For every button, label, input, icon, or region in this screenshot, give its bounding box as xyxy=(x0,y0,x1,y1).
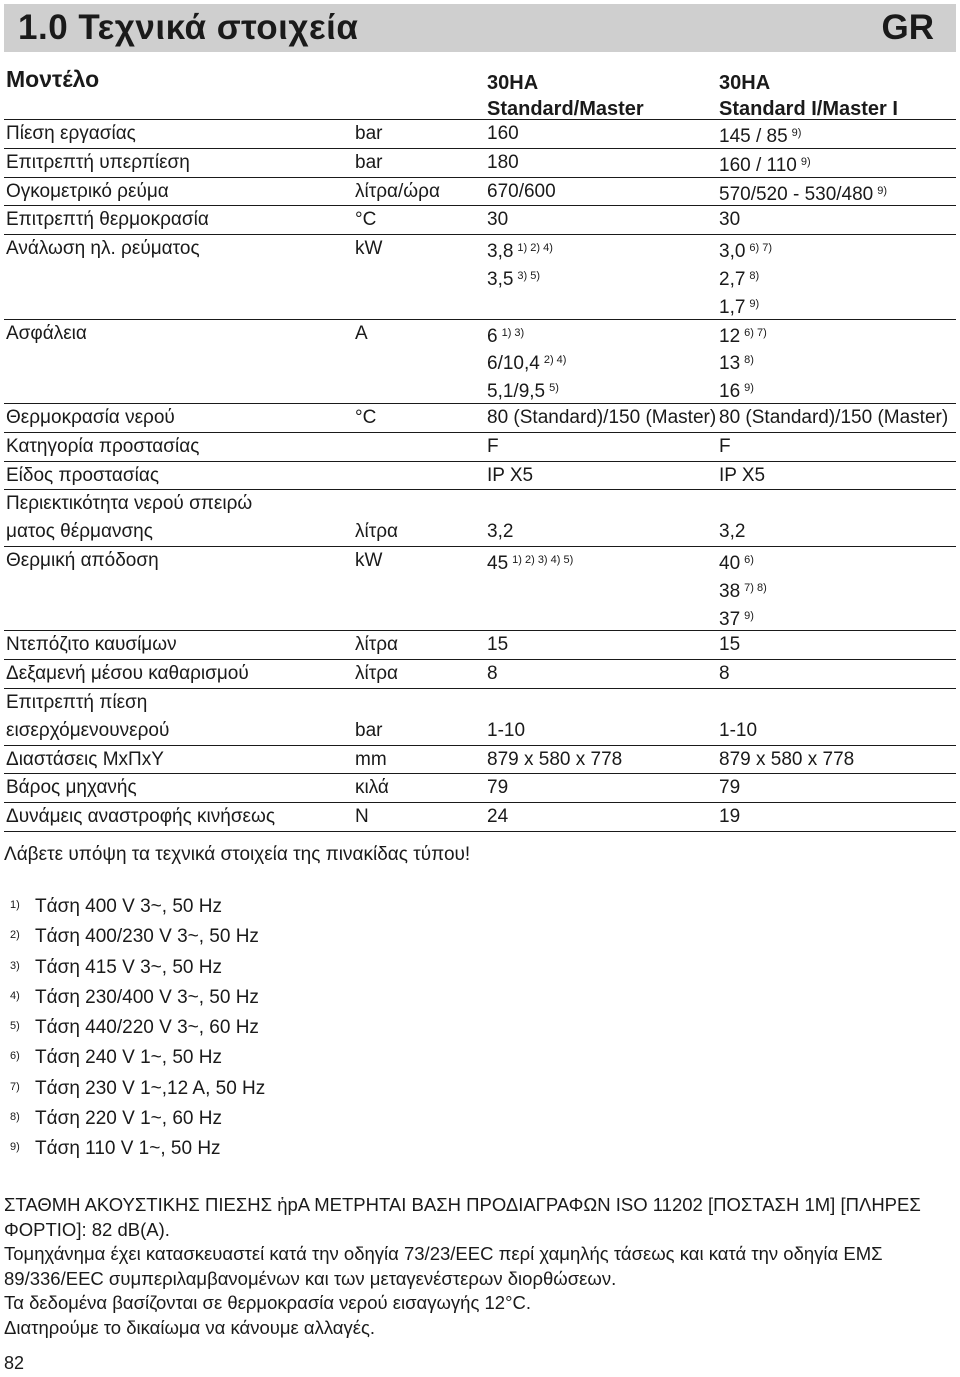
footnote-reference: 9) xyxy=(744,382,754,395)
notice-paragraph: ΣΤΑΘΜΗ ΑΚΟΥΣΤΙΚΗΣ ΠΙΕΣΗΣ ἡpA ΜΕΤΡΗΤΑΙ ΒΑΣΗ ΠΡΟΔΙΑΓΡΑΦΩΝ ISO 11202 [ΠΟΣΤΑΣΗ 1M] [ΠΛΗΡΕΣ ΦΟΡΤΙΟ]: 82 dB(A). xyxy=(4,1194,921,1240)
footnote-text: Tάση 240 V 1~, 50 Hz xyxy=(35,1047,222,1069)
footnote-text: Tάση 230 V 1~,12 A, 50 Hz xyxy=(35,1077,266,1099)
row-label: Ογκομετρικό ρεύμα xyxy=(6,180,169,202)
footnote-text: Tάση 415 V 3~, 50 Hz xyxy=(35,956,222,978)
footnote-text: Tάση 110 V 1~, 50 Hz xyxy=(35,1138,221,1160)
row-label: Θερμοκρασία νερού xyxy=(6,406,175,428)
row-label: Ντεπόζιτο καυσίμων xyxy=(6,634,177,656)
table-row xyxy=(4,404,956,433)
country-code: GR xyxy=(881,8,934,47)
footnote-reference: 9) xyxy=(877,184,888,197)
row-label: Επιτρεπτή πίεση xyxy=(6,691,148,713)
section-title: 1.0 Τεχνικά στοιχεία xyxy=(18,8,359,47)
row-label: Πίεση εργασίας xyxy=(6,123,136,144)
row-unit: bar xyxy=(355,123,383,144)
row-unit: °C xyxy=(355,406,377,428)
model-2-value: 37 $^{9)}$ xyxy=(719,608,754,630)
row-label: Θερμική απόδοση xyxy=(6,549,159,571)
footnote-number: 9) xyxy=(10,1141,20,1154)
row-label: Επιτρεπτή θερμοκρασία xyxy=(6,209,209,231)
compliance-notice xyxy=(4,1193,944,1340)
row-unit: A xyxy=(355,322,368,344)
model-2-value: 879 x 580 x 778 xyxy=(719,748,855,770)
row-label: ματος θέρμανσης xyxy=(6,521,153,543)
row-label: Κατηγορία προστασίας xyxy=(6,435,200,457)
row-label: Βάρος μηχανής xyxy=(6,777,137,799)
notice-paragraph: Διατηρούμε το δικαίωμα να κάνουμε αλλαγές. xyxy=(4,1316,376,1338)
table-row xyxy=(4,235,956,319)
footnote-text: Tάση 400/230 V 3~, 50 Hz xyxy=(35,926,259,948)
footnote-reference: 3) 5) xyxy=(517,269,541,282)
model-2-value: 2,7 $^{8)}$ xyxy=(719,268,760,290)
model-1-value: 79 xyxy=(487,777,509,799)
row-label: Δυνάμεις αναστροφής κινήσεως xyxy=(6,806,276,828)
row-unit: λίτρα xyxy=(355,521,399,543)
footnote-reference: 8) xyxy=(749,269,760,282)
table-row xyxy=(4,178,956,207)
page-number: 82 xyxy=(4,1353,25,1373)
row-unit: λίτρα xyxy=(355,663,399,685)
table-row xyxy=(4,660,956,689)
model-1-value: 15 xyxy=(487,634,509,656)
model-1-value: 8 xyxy=(487,663,498,685)
footnote-number: 6) xyxy=(10,1050,20,1063)
row-label: Επιτρεπτή υπερπίεση xyxy=(6,151,190,173)
footnote-number: 5) xyxy=(10,1020,20,1033)
row-label: Είδος προστασίας xyxy=(6,464,159,486)
model-2-value: 1-10 xyxy=(719,719,758,741)
table-row xyxy=(4,149,956,178)
model-1-value: 1-10 xyxy=(487,719,526,741)
model-2-variant: Standard I/Master I xyxy=(719,98,898,120)
model-2-value: 15 xyxy=(719,634,741,656)
technical-data-table xyxy=(4,64,956,832)
table-row xyxy=(4,547,956,631)
table-row xyxy=(4,433,956,462)
footnote-reference: 6) 7) xyxy=(749,242,773,255)
model-1-value: 3,5 $^{3) 5)}$ xyxy=(487,268,541,290)
rating-plate-note: Λάβετε υπόψη τα τεχνικά στοιχεία της πινακίδας τύπου! xyxy=(4,844,471,865)
model-2-value: 8 xyxy=(719,663,730,685)
model-2-value: 80 (Standard)/150 (Master) xyxy=(719,406,949,428)
model-1-value: IP X5 xyxy=(487,464,534,486)
model-1-value: 80 (Standard)/150 (Master) xyxy=(487,406,717,428)
table-row xyxy=(4,631,956,660)
footnote-number: 7) xyxy=(10,1080,20,1093)
row-label: Περιεκτικότητα νερού σπειρώ xyxy=(6,493,253,515)
model-1-value: 3,2 xyxy=(487,521,514,543)
model-1-value: F xyxy=(487,435,499,457)
footnote-text: Tάση 400 V 3~, 50 Hz xyxy=(35,896,222,917)
footnote-reference: 9) xyxy=(800,155,811,168)
model-2-name: 30HA xyxy=(719,72,771,94)
footnote-reference: 9) xyxy=(744,609,754,622)
table-row xyxy=(4,490,956,547)
model-1-value: 160 xyxy=(487,123,519,144)
table-body xyxy=(4,120,956,832)
footnote-text: Tάση 220 V 1~, 60 Hz xyxy=(35,1108,222,1130)
footnote-number: 2) xyxy=(10,929,20,942)
model-1-value: 30 xyxy=(487,209,509,231)
model-1-value: 6 $^{1) 3)}$ xyxy=(487,325,525,347)
model-2-value: 3,2 xyxy=(719,521,746,543)
model-2-value: 160 / 110 $^{9)}$ xyxy=(719,154,811,176)
model-header-row xyxy=(4,64,956,120)
footnote-reference: 7) 8) xyxy=(744,581,767,594)
model-2-value: 30 xyxy=(719,209,741,231)
row-unit: λίτρα/ώρα xyxy=(355,180,440,202)
footnote-number: 8) xyxy=(10,1111,20,1124)
model-1-value: 879 x 580 x 778 xyxy=(487,748,623,770)
model-2-value: 570/520 - 530/480 $^{9)}$ xyxy=(719,183,888,205)
footnote-reference: 1) 2) 3) 4) 5) xyxy=(512,553,574,566)
model-1-value: 180 xyxy=(487,151,519,173)
footnote-reference: 9) xyxy=(749,297,760,310)
footnote-reference: 1) 2) 4) xyxy=(517,242,553,255)
table-row xyxy=(4,120,956,149)
row-label: Ανάλωση ηλ. ρεύματος xyxy=(6,238,200,260)
model-1-name: 30HA xyxy=(487,72,539,94)
model-2-value: 79 xyxy=(719,777,741,799)
row-unit: bar xyxy=(355,719,383,741)
model-1-value: 670/600 xyxy=(487,180,556,202)
model-2-value: IP X5 xyxy=(719,464,766,486)
footnote-reference: 2) 4) xyxy=(543,354,567,367)
row-label: Ασφάλεια xyxy=(6,322,87,344)
model-label: Μοντέλο xyxy=(6,66,100,92)
row-unit: bar xyxy=(355,151,383,173)
footnote-text: Tάση 440/220 V 3~, 60 Hz xyxy=(35,1017,259,1039)
footnote-reference: 6) xyxy=(744,553,754,566)
table-row xyxy=(4,774,956,803)
model-1-value: 5,1/9,5 $^{5)}$ xyxy=(487,381,559,403)
row-unit: kW xyxy=(355,549,383,571)
table-row xyxy=(4,803,956,832)
model-2-value: 13 $^{8)}$ xyxy=(719,353,754,375)
table-row xyxy=(4,746,956,775)
footnote-text: Tάση 230/400 V 3~, 50 Hz xyxy=(35,986,259,1008)
row-label: Δεξαμενή μέσου καθαρισμού xyxy=(6,663,249,685)
table-row xyxy=(4,462,956,491)
table-row xyxy=(4,206,956,235)
footnote-reference: 6) 7) xyxy=(744,326,767,339)
footnote-number: 1) xyxy=(10,899,20,911)
row-unit: kW xyxy=(355,238,383,260)
table-row xyxy=(4,689,956,746)
footnote-reference: 1) 3) xyxy=(501,326,525,339)
model-2-value: 145 / 85 $^{9)}$ xyxy=(719,126,802,147)
footnote-number: 4) xyxy=(10,989,20,1002)
row-unit: κιλά xyxy=(355,777,389,799)
row-label: Διαστάσεις ΜxΠxΥ xyxy=(6,748,164,770)
footnote-number: 3) xyxy=(10,959,20,972)
row-unit: λίτρα xyxy=(355,634,399,656)
model-1-value: 24 xyxy=(487,806,509,828)
row-unit: N xyxy=(355,806,369,828)
row-label: εισερχόμενουνερού xyxy=(6,719,170,741)
model-2-value: 19 xyxy=(719,806,741,828)
footnote-reference: 9) xyxy=(791,127,802,139)
footnote-reference: 8) xyxy=(744,354,754,367)
model-2-value: 16 $^{9)}$ xyxy=(719,381,754,403)
footnote-reference: 5) xyxy=(549,382,559,395)
model-1-variant: Standard/Master xyxy=(487,98,644,120)
model-2-value: 40 $^{6)}$ xyxy=(719,552,754,574)
notice-paragraph: Τομηχάνημα έχει κατασκευαστεί κατά την οδηγία 73/23/EEC περί χαμηλής τάσεως και κατά την οδηγία ΕΜΣ 89/336/EEC συμπεριλαμβανομένων και των μεταγενέστερων διορθώσεων. xyxy=(4,1243,883,1289)
row-unit: °C xyxy=(355,209,377,231)
model-2-value: 38 $^{7) 8)}$ xyxy=(719,580,767,602)
model-2-value: 3,0 $^{6) 7)}$ xyxy=(719,241,773,263)
model-1-value: 3,8 $^{1) 2) 4)}$ xyxy=(487,241,553,263)
table-row xyxy=(4,320,956,404)
model-1-value: 45 $^{1) 2) 3) 4) 5)}$ xyxy=(487,552,574,574)
model-2-value: 1,7 $^{9)}$ xyxy=(719,296,760,318)
row-unit: mm xyxy=(355,748,387,770)
section-header xyxy=(4,4,956,52)
notice-paragraph: Τα δεδομένα βασίζονται σε θερμοκρασία νερού εισαγωγής 12°C. xyxy=(4,1292,531,1313)
model-1-value: 6/10,4 $^{2) 4)}$ xyxy=(487,353,567,375)
model-2-value: F xyxy=(719,435,731,457)
model-2-value: 12 $^{6) 7)}$ xyxy=(719,325,767,347)
